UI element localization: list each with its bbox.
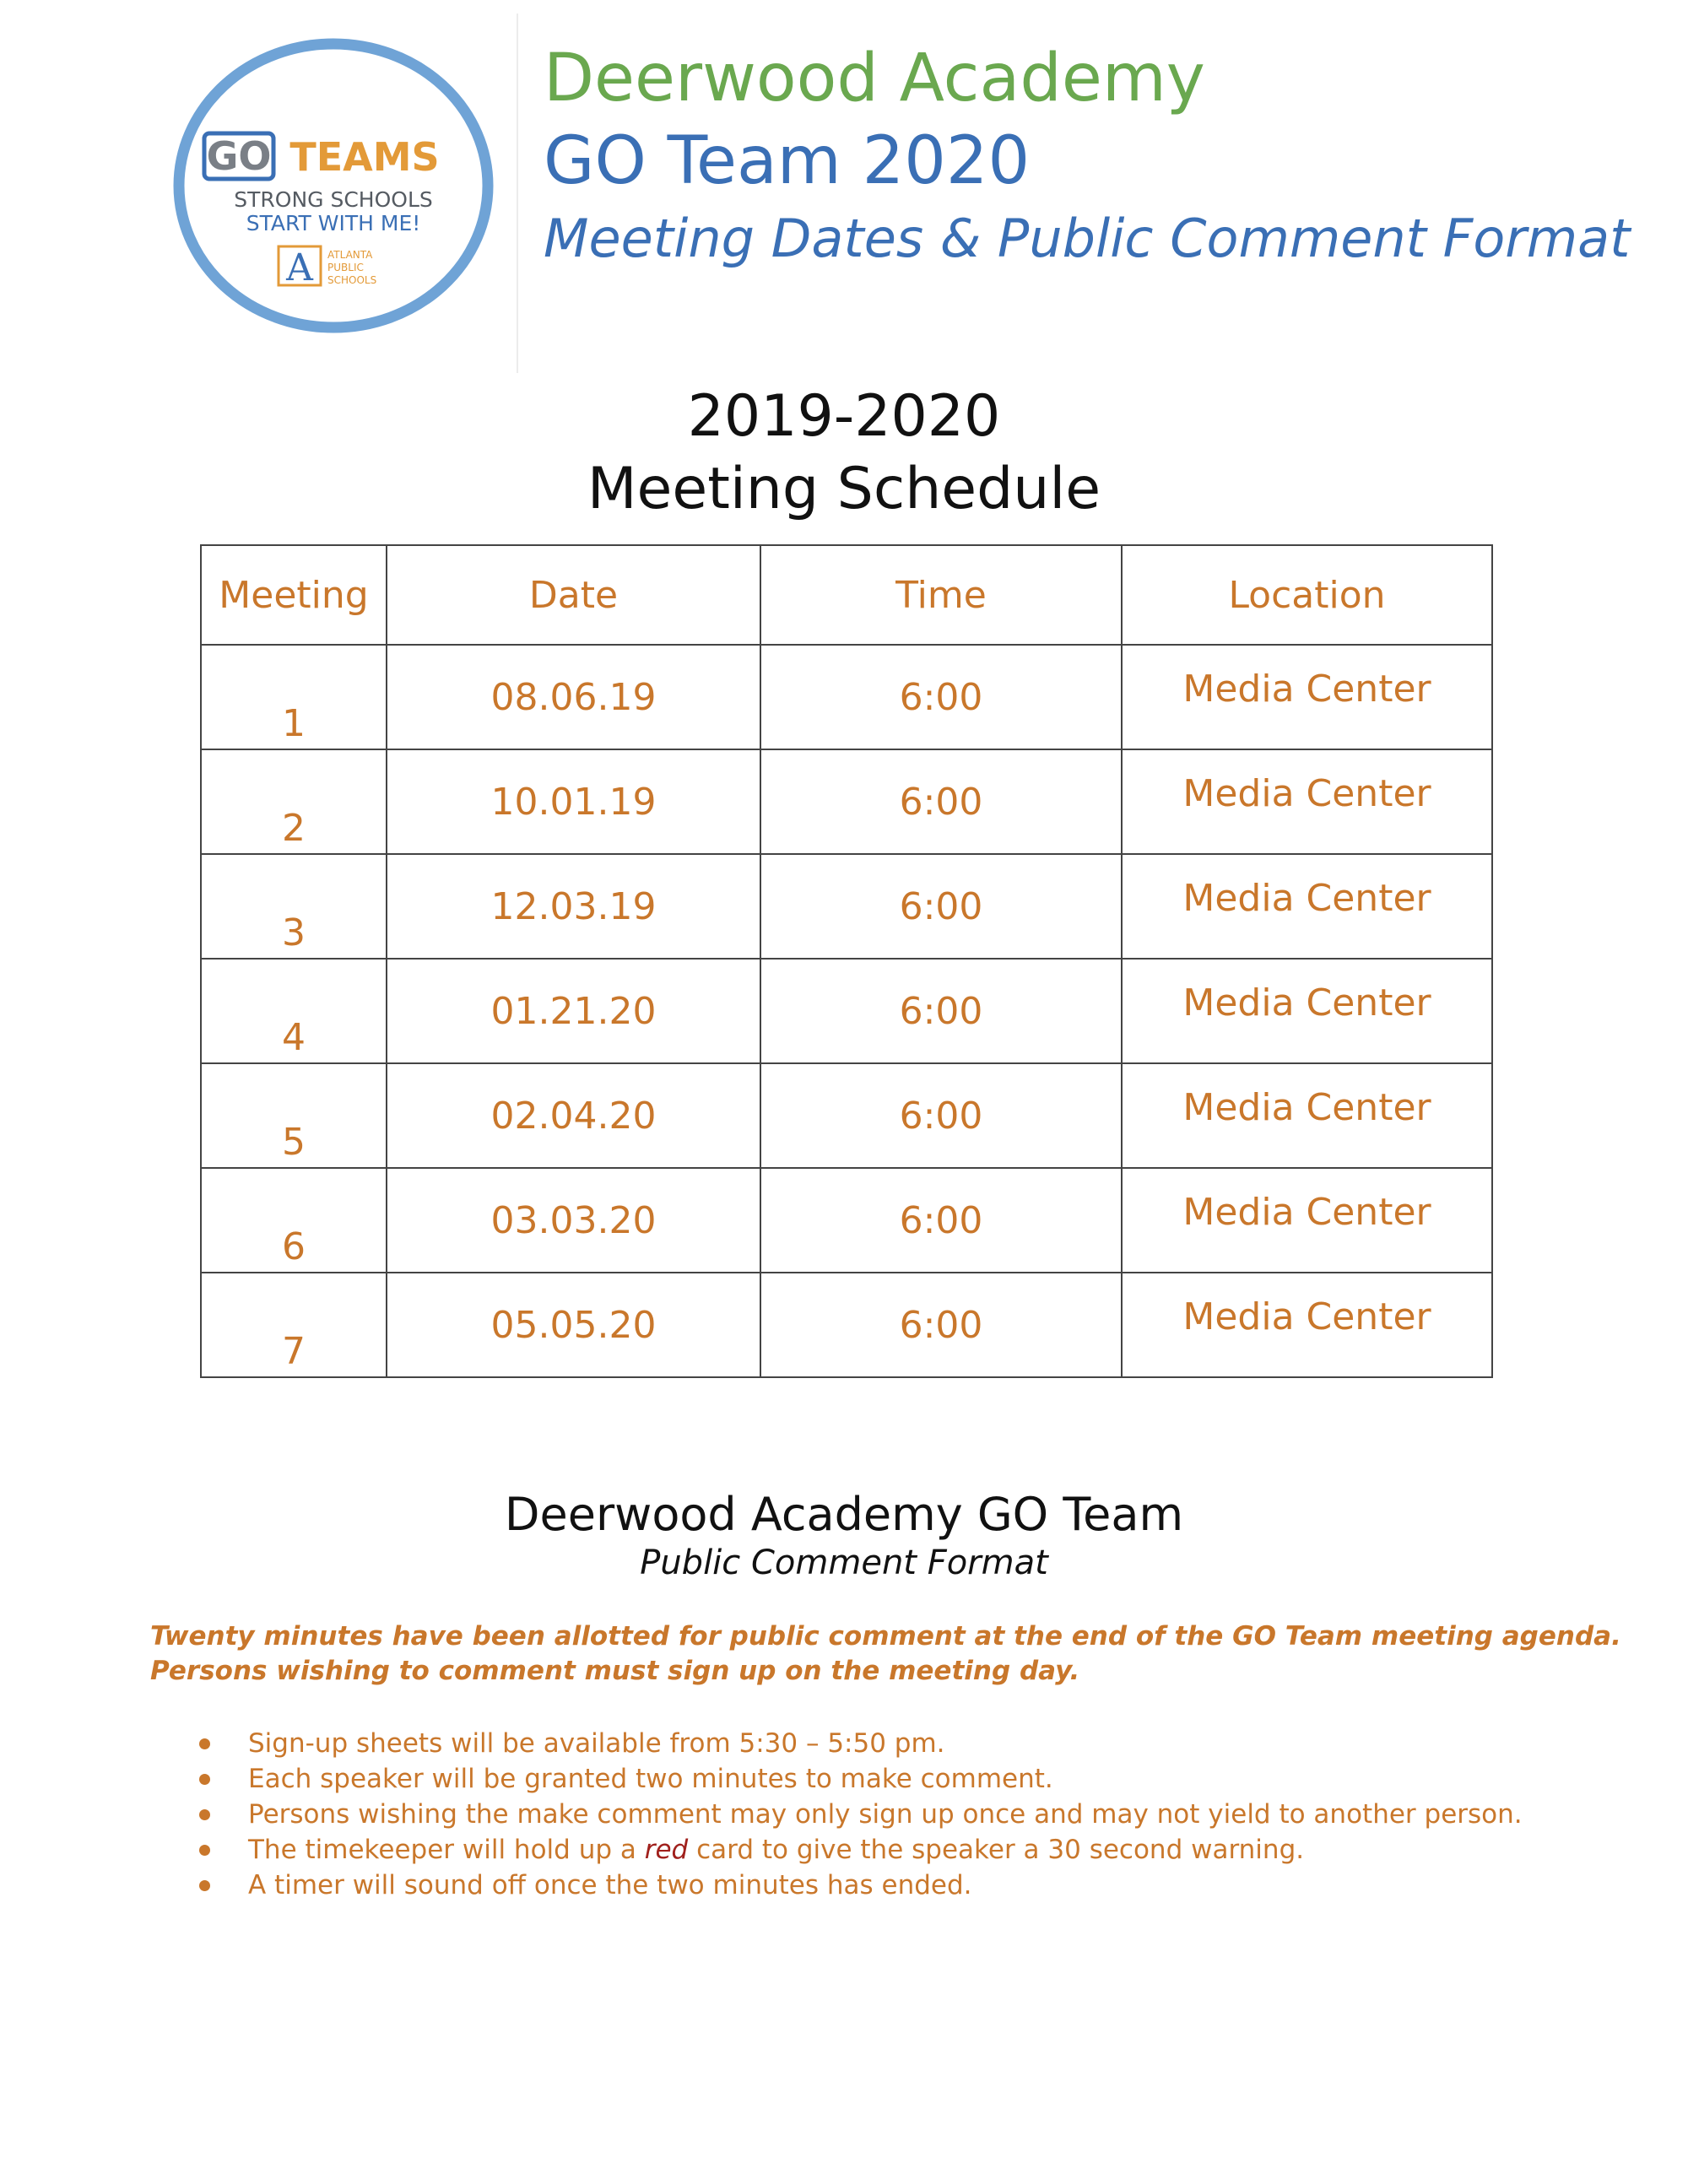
meeting-time: 6:00 (760, 1063, 1122, 1168)
meeting-number-cell (201, 959, 387, 1063)
red-card-word: red (644, 1835, 689, 1865)
rule-text: Each speaker will be granted two minutes to make comment. (248, 1764, 1053, 1794)
logo-go: GO (206, 133, 272, 179)
meeting-number: 5 (282, 1121, 306, 1164)
meeting-time: 6:00 (760, 959, 1122, 1063)
column-header-location: Location (1122, 545, 1492, 645)
logo-line2: START WITH ME! (246, 211, 421, 235)
meeting-number-cell (201, 1273, 387, 1377)
meeting-location: Media Center (1182, 877, 1431, 920)
logo-aps-2: PUBLIC (327, 262, 364, 273)
meeting-time: 6:00 (760, 1168, 1122, 1273)
column-header-meeting: Meeting (201, 545, 387, 645)
meeting-date: 03.03.20 (387, 1168, 760, 1273)
schedule-year: 2019-2020 (687, 383, 1001, 450)
bullet-icon (199, 1809, 210, 1820)
team-title: GO Team 2020 (544, 123, 1031, 199)
logo-aps-1: ATLANTA (327, 249, 373, 261)
meeting-number-cell (201, 645, 387, 749)
table-row (201, 854, 1492, 959)
go-teams-logo (169, 34, 498, 338)
meeting-number: 2 (282, 807, 306, 850)
meeting-date: 08.06.19 (387, 645, 760, 749)
schedule-title: Meeting Schedule (587, 456, 1101, 522)
logo-aps-3: SCHOOLS (327, 274, 377, 286)
meeting-number: 7 (282, 1330, 306, 1373)
meeting-location-cell (1122, 645, 1492, 749)
meeting-time: 6:00 (760, 749, 1122, 854)
logo-aps-letter: A (286, 246, 313, 289)
logo-teams: TEAMS (289, 134, 440, 180)
column-header-date: Date (387, 545, 760, 645)
logo-divider (517, 14, 518, 373)
meeting-date: 01.21.20 (387, 959, 760, 1063)
document-subtitle: Meeting Dates & Public Comment Format (544, 208, 1631, 269)
meeting-number-cell (201, 1168, 387, 1273)
meeting-date: 12.03.19 (387, 854, 760, 959)
public-comment-intro-line-2: Persons wishing to comment must sign up on the meeting day. (150, 1656, 1080, 1686)
meeting-location: Media Center (1182, 981, 1431, 1024)
meeting-location: Media Center (1182, 1086, 1431, 1129)
logo-line1: STRONG SCHOOLS (234, 187, 433, 212)
public-comment-rules-list (194, 1726, 1523, 1903)
meeting-number: 3 (282, 911, 306, 954)
rule-text: Sign-up sheets will be available from 5:30 – 5:50 pm. (248, 1728, 945, 1759)
meeting-number: 4 (282, 1016, 306, 1059)
meeting-number-cell (201, 854, 387, 959)
meeting-time: 6:00 (760, 854, 1122, 959)
bullet-icon (199, 1845, 210, 1856)
rule-text-after: card to give the speaker a 30 second warning. (688, 1835, 1305, 1865)
meeting-location-cell (1122, 1168, 1492, 1273)
list-item (194, 1797, 1523, 1832)
meeting-number: 1 (282, 702, 306, 745)
rule-text: Persons wishing the make comment may only sign up once and may not yield to another person. (248, 1799, 1523, 1830)
meeting-number: 6 (282, 1225, 306, 1268)
public-comment-title: Deerwood Academy GO Team (504, 1488, 1184, 1541)
list-item (194, 1726, 1523, 1761)
meeting-location: Media Center (1182, 772, 1431, 815)
meeting-location-cell (1122, 1063, 1492, 1168)
rule-text-before: The timekeeper will hold up a (248, 1835, 645, 1865)
bullet-icon (199, 1738, 210, 1749)
table-row (201, 959, 1492, 1063)
meeting-time: 6:00 (760, 1273, 1122, 1377)
meeting-location-cell (1122, 959, 1492, 1063)
bullet-icon (199, 1774, 210, 1785)
meeting-location: Media Center (1182, 668, 1431, 711)
table-row (201, 749, 1492, 854)
public-comment-intro-line-1: Twenty minutes have been allotted for public comment at the end of the GO Team meeting agenda. (150, 1621, 1621, 1652)
meeting-location-cell (1122, 1273, 1492, 1377)
column-header-time: Time (760, 545, 1122, 645)
meeting-date: 10.01.19 (387, 749, 760, 854)
list-item (194, 1761, 1523, 1797)
public-comment-subtitle: Public Comment Format (640, 1543, 1048, 1582)
meeting-time: 6:00 (760, 645, 1122, 749)
list-item (194, 1868, 1523, 1903)
meeting-location: Media Center (1182, 1295, 1431, 1338)
table-header-row (201, 545, 1492, 645)
meeting-location: Media Center (1182, 1191, 1431, 1234)
meeting-schedule-table (200, 544, 1493, 1378)
meeting-location-cell (1122, 854, 1492, 959)
bullet-icon (199, 1880, 210, 1891)
meeting-number-cell (201, 749, 387, 854)
table-row (201, 645, 1492, 749)
rule-text: A timer will sound off once the two minutes has ended. (248, 1870, 972, 1900)
meeting-number-cell (201, 1063, 387, 1168)
table-row (201, 1273, 1492, 1377)
table-row (201, 1168, 1492, 1273)
list-item (194, 1832, 1523, 1868)
meeting-location-cell (1122, 749, 1492, 854)
meeting-date: 05.05.20 (387, 1273, 760, 1377)
school-title: Deerwood Academy (544, 41, 1205, 116)
meeting-date: 02.04.20 (387, 1063, 760, 1168)
table-row (201, 1063, 1492, 1168)
